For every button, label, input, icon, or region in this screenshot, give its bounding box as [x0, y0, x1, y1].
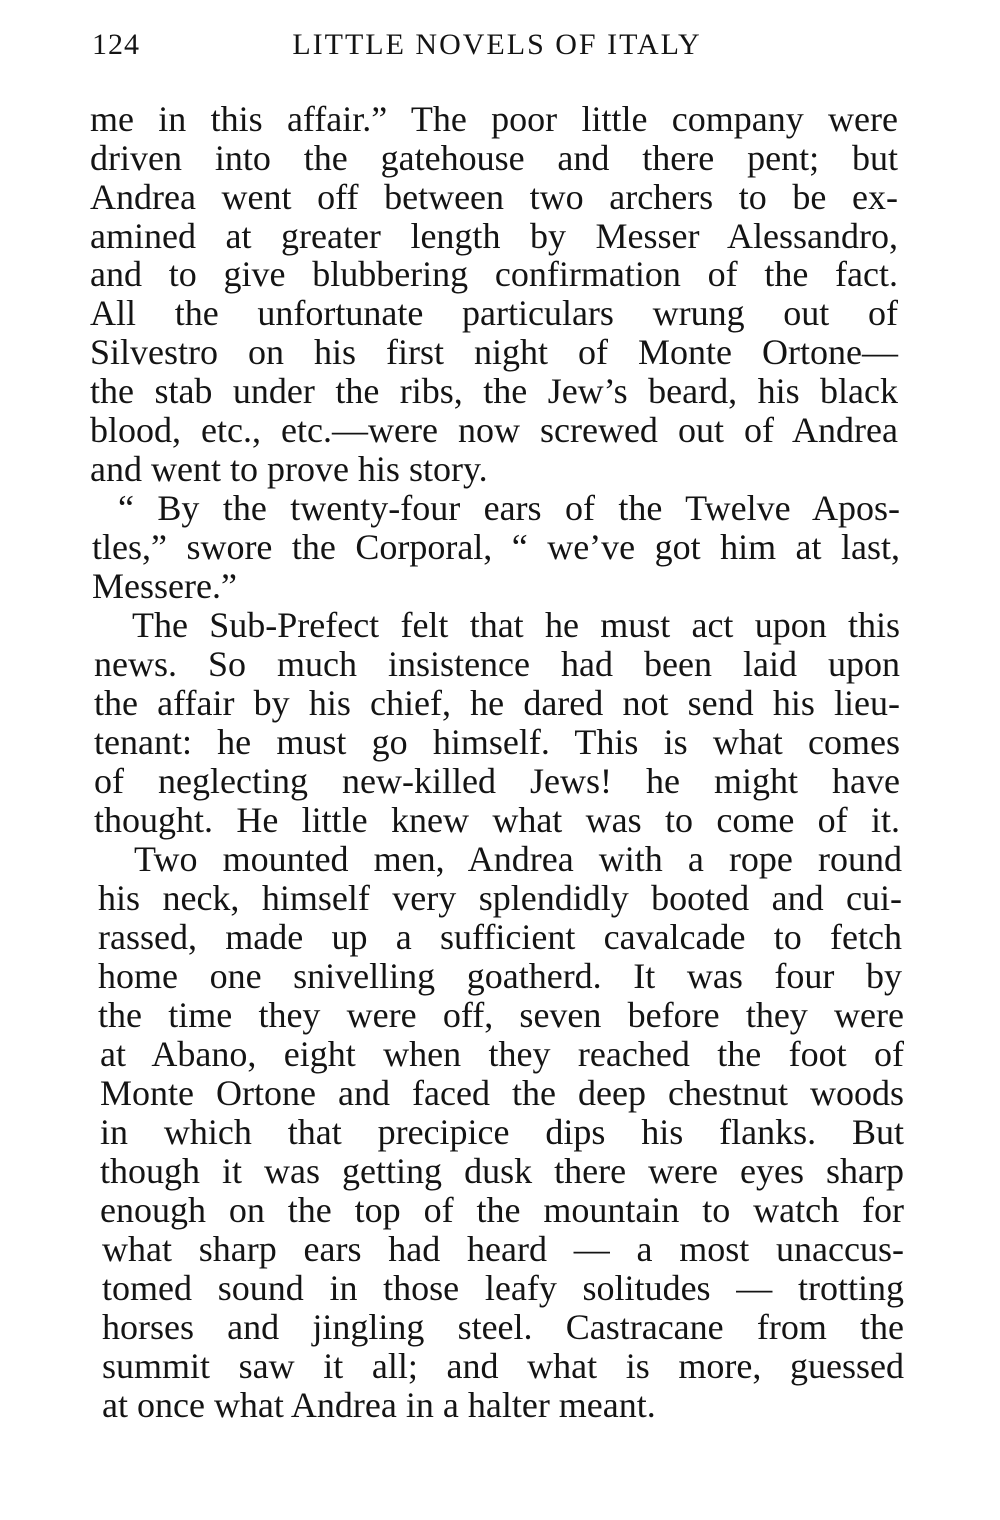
text-line: me in this affair.” The poor little company were [90, 99, 898, 139]
text-line: summit saw it all; and what is more, guessed [102, 1346, 904, 1386]
page-number: 124 [92, 28, 140, 61]
text-line: and went to prove his story. [90, 449, 488, 489]
text-line: at Abano, eight when they reached the foot of [100, 1034, 904, 1074]
book-title: LITTLE NOVELS OF ITALY [292, 28, 702, 61]
text-line: tenant: he must go himself. This is what comes [94, 722, 900, 762]
text-line: in which that precipice dips his flanks. But [100, 1112, 904, 1152]
text-line: tles,” swore the Corporal, “ we’ve got him at last, [92, 527, 900, 567]
text-line: All the unfortunate particulars wrung out of [90, 293, 898, 333]
text-line: Silvestro on his first night of Monte Ortone— [90, 332, 898, 372]
text-line: the stab under the ribs, the Jew’s beard, his black [90, 371, 898, 411]
text-line: blood, etc., etc.—were now screwed out of Andrea [90, 410, 898, 450]
text-line: driven into the gatehouse and there pent; but [90, 138, 898, 178]
text-line: his neck, himself very splendidly booted and cui- [98, 878, 902, 918]
text-line: the time they were off, seven before they were [98, 995, 904, 1035]
text-line: Two mounted men, Andrea with a rope round [134, 839, 902, 879]
text-line: home one snivelling goatherd. It was four by [98, 956, 902, 996]
text-line: of neglecting new-killed Jews! he might have [94, 761, 900, 801]
text-line: Messere.” [92, 566, 237, 606]
text-line: Monte Ortone and faced the deep chestnut woods [100, 1073, 904, 1113]
text-line: rassed, made up a sufficient cavalcade to fetch [98, 917, 902, 957]
text-line: what sharp ears had heard — a most unaccus- [102, 1229, 904, 1269]
text-line: and to give blubbering confirmation of the fact. [90, 254, 898, 294]
text-line: horses and jingling steel. Castracane from the [102, 1307, 904, 1347]
text-line: enough on the top of the mountain to watch for [100, 1190, 904, 1230]
text-line: tomed sound in those leafy solitudes — trotting [102, 1268, 904, 1308]
text-line: at once what Andrea in a halter meant. [102, 1385, 656, 1425]
text-line: the affair by his chief, he dared not send his lieu- [94, 683, 900, 723]
text-line: “ By the twenty-four ears of the Twelve Apos- [118, 488, 900, 528]
running-head [92, 28, 902, 68]
text-line: Andrea went off between two archers to be ex- [90, 177, 898, 217]
text-line: though it was getting dusk there were eyes sharp [100, 1151, 904, 1191]
text-line: The Sub-Prefect felt that he must act upon this [132, 605, 900, 645]
text-line: thought. He little knew what was to come of it. [94, 800, 900, 840]
text-line: news. So much insistence had been laid upon [94, 644, 900, 684]
text-line: amined at greater length by Messer Alessandro, [90, 216, 898, 256]
